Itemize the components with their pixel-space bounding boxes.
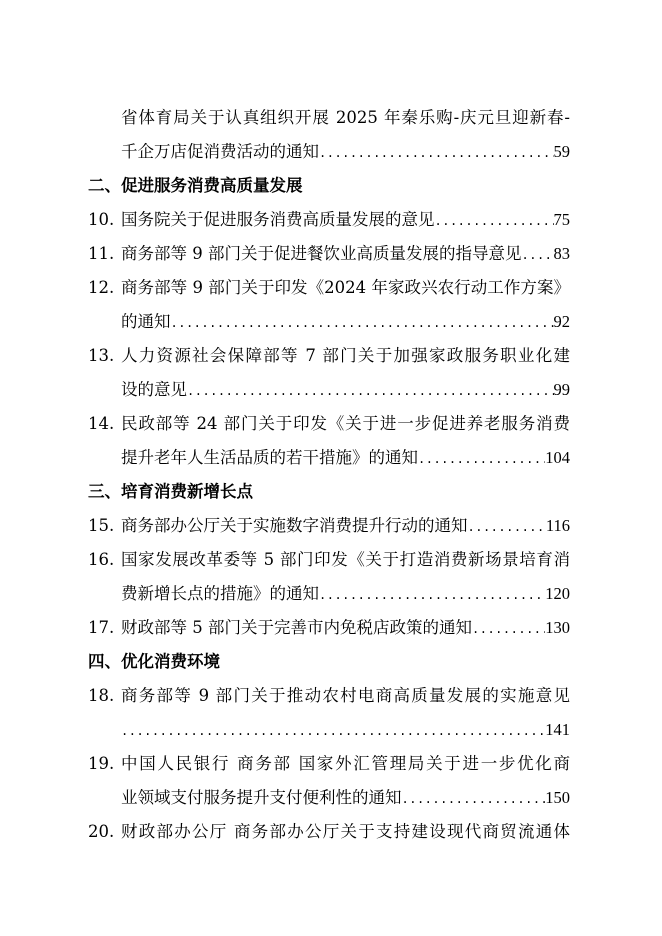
entry-title: 商务部等 9 部门关于推动农村电商高质量发展的实施意见: [121, 686, 570, 705]
entry-number: 13.: [88, 346, 115, 365]
table-of-contents: [0, 101, 662, 849]
page-number: 75: [553, 210, 570, 229]
toc-entry-line[interactable]: [0, 543, 662, 577]
toc-section-heading: [0, 475, 662, 509]
entry-content: [121, 543, 570, 577]
dot-leader: [402, 782, 546, 816]
entry-number: 15.: [88, 516, 115, 535]
entry-content: [121, 441, 570, 476]
entry-content: [121, 509, 570, 544]
entry-title: 商务部等 9 部门关于促进餐饮业高质量发展的指导意见: [121, 244, 522, 263]
page-number: 116: [545, 516, 570, 535]
dot-leader: [319, 578, 545, 612]
section-title: 四、优化消费环境: [88, 652, 220, 671]
toc-entry-line[interactable]: [0, 577, 662, 611]
entry-title: 财政部等 5 部门关于完善市内免税店政策的通知: [121, 618, 472, 637]
toc-section-heading: [0, 169, 662, 203]
toc-section-heading: [0, 645, 662, 679]
entry-content: [121, 679, 570, 713]
entry-number: 14.: [88, 414, 115, 433]
section-title: 三、培育消费新增长点: [88, 482, 253, 501]
entry-content: [121, 271, 570, 305]
page-number: 130: [545, 618, 570, 637]
entry-number: 17.: [88, 618, 115, 637]
dot-leader: [187, 374, 554, 408]
dot-leader: [319, 136, 554, 170]
page-number: 83: [553, 244, 570, 263]
page-number: 150: [545, 788, 570, 807]
toc-entry-line[interactable]: [0, 271, 662, 305]
toc-entry-line[interactable]: [0, 407, 662, 441]
entry-content: [121, 815, 570, 849]
entry-content: [121, 781, 570, 816]
entry-number: 16.: [88, 550, 115, 569]
entry-number: 20.: [88, 822, 115, 841]
dot-leader: [121, 714, 545, 748]
toc-entry-line[interactable]: [0, 237, 662, 271]
entry-title: 财政部办公厅 商务部办公厅关于支持建设现代商贸流通体: [121, 822, 570, 841]
entry-title: 民政部等 24 部门关于印发《关于进一步促进养老服务消费: [121, 414, 570, 433]
page-number: 120: [545, 584, 570, 603]
entry-number: 19.: [88, 754, 115, 773]
page-number: 141: [545, 720, 570, 739]
entry-content: [121, 747, 570, 781]
section-title: 二、促进服务消费高质量发展: [88, 176, 303, 195]
dot-leader: [522, 238, 554, 272]
toc-entry-line[interactable]: [0, 611, 662, 645]
entry-title: 商务部等 9 部门关于印发《2024 年家政兴农行动工作方案》: [121, 278, 570, 297]
entry-content: [121, 339, 570, 373]
toc-entry-line[interactable]: [0, 679, 662, 713]
toc-entry-line[interactable]: [0, 441, 662, 475]
page-number: 99: [553, 380, 570, 399]
entry-title: 省体育局关于认真组织开展 2025 年秦乐购-庆元旦迎新春-: [121, 108, 570, 127]
page-number: 59: [553, 142, 570, 161]
dot-leader: [435, 204, 554, 238]
entry-title: 费新增长点的措施》的通知: [121, 584, 319, 603]
dot-leader: [418, 442, 545, 476]
entry-content: [121, 713, 570, 748]
entry-number: 11.: [88, 244, 115, 263]
dot-leader: [472, 612, 545, 646]
dot-leader: [468, 510, 546, 544]
toc-entry-line[interactable]: [0, 305, 662, 339]
toc-entry-line[interactable]: [0, 509, 662, 543]
entry-title: 千企万店促消费活动的通知: [121, 142, 319, 161]
page-number: 92: [553, 312, 570, 331]
toc-entry-line[interactable]: [0, 373, 662, 407]
entry-content: [121, 373, 570, 408]
entry-content: [121, 577, 570, 612]
entry-title: 中国人民银行 商务部 国家外汇管理局关于进一步优化商: [121, 754, 570, 773]
entry-number: 18.: [88, 686, 115, 705]
toc-entry-line[interactable]: [0, 339, 662, 373]
entry-content: [121, 305, 570, 340]
entry-content: [121, 237, 570, 272]
entry-title: 国务院关于促进服务消费高质量发展的意见: [121, 210, 435, 229]
dot-leader: [171, 306, 554, 340]
entry-title: 设的意见: [121, 380, 187, 399]
toc-entry-line[interactable]: [0, 747, 662, 781]
page-number: 104: [545, 448, 570, 467]
toc-entry-line[interactable]: [0, 781, 662, 815]
entry-title: 的通知: [121, 312, 171, 331]
entry-content: [121, 101, 570, 135]
entry-title: 业领域支付服务提升支付便利性的通知: [121, 788, 402, 807]
entry-number: 10.: [88, 210, 115, 229]
entry-title: 国家发展改革委等 5 部门印发《关于打造消费新场景培育消: [121, 550, 570, 569]
toc-entry-line[interactable]: [0, 203, 662, 237]
toc-entry-line[interactable]: [0, 135, 662, 169]
entry-title: 商务部办公厅关于实施数字消费提升行动的通知: [121, 516, 468, 535]
entry-content: [121, 611, 570, 646]
entry-title: 提升老年人生活品质的若干措施》的通知: [121, 448, 418, 467]
entry-number: 12.: [88, 278, 115, 297]
entry-content: [121, 135, 570, 170]
entry-content: [121, 203, 570, 238]
toc-entry-line[interactable]: [0, 815, 662, 849]
toc-entry-line[interactable]: [0, 101, 662, 135]
entry-title: 人力资源社会保障部等 7 部门关于加强家政服务职业化建: [121, 346, 570, 365]
entry-content: [121, 407, 570, 441]
toc-entry-line[interactable]: [0, 713, 662, 747]
